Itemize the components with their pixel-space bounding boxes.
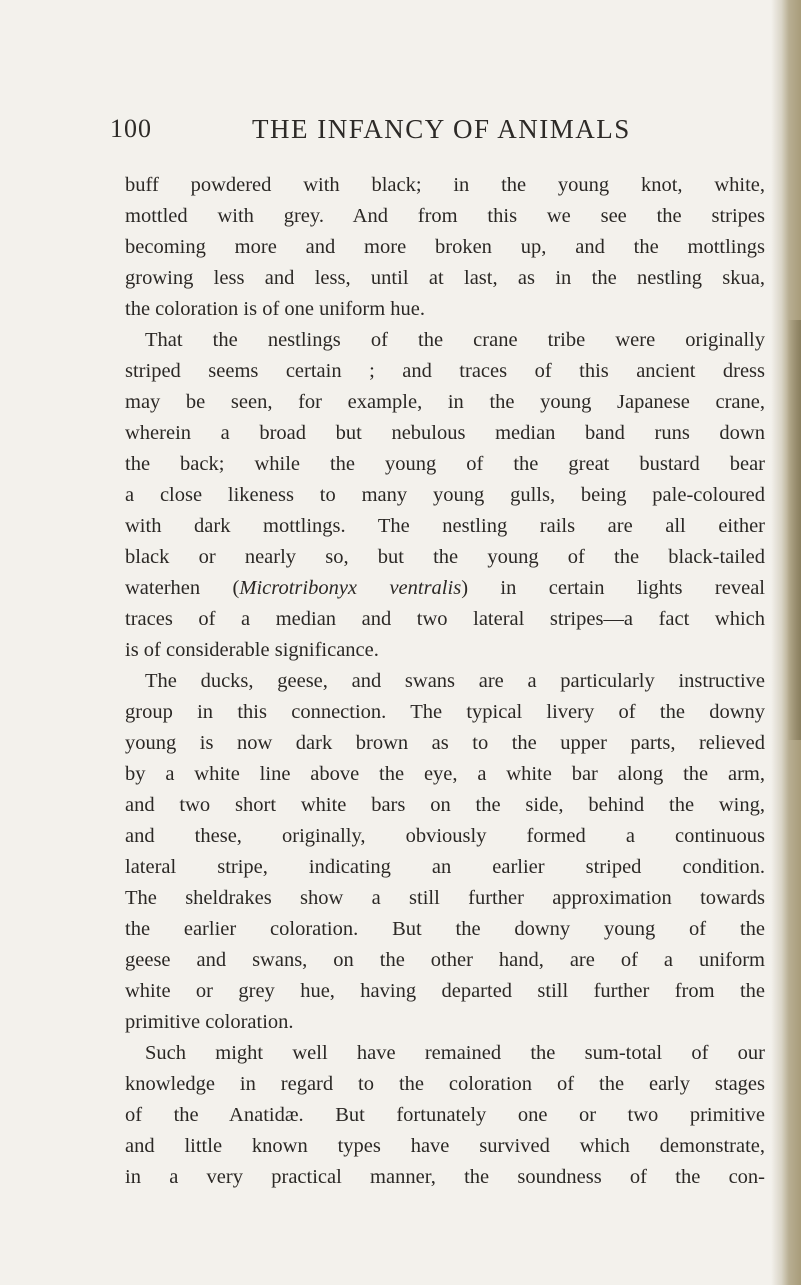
text-line: geese and swans, on the other hand, are of a uniform xyxy=(125,949,765,971)
text-line: white or grey hue, having departed still further from the xyxy=(125,980,765,1002)
text-line: lateral stripe, indicating an earlier striped condition. xyxy=(125,856,765,878)
text-line: in a very practical manner, the soundness of the con- xyxy=(125,1166,765,1188)
text-line: with dark mottlings. The nestling rails are all either xyxy=(125,515,765,537)
text-line: becoming more and more broken up, and the mottlings xyxy=(125,236,765,258)
text-line: and these, originally, obviously formed a continuous xyxy=(125,825,765,847)
paragraph xyxy=(125,1038,765,1193)
text-line: by a white line above the eye, a white bar along the arm, xyxy=(125,763,765,785)
page-number: 100 xyxy=(110,114,152,143)
text-line: and little known types have survived which demonstrate, xyxy=(125,1135,765,1157)
paragraph xyxy=(125,325,765,666)
text-line: group in this connection. The typical livery of the downy xyxy=(125,701,765,723)
text-line: striped seems certain ; and traces of this ancient dress xyxy=(125,360,765,382)
text-line: That the nestlings of the crane tribe were originally xyxy=(145,329,765,351)
text-line: young is now dark brown as to the upper parts, relieved xyxy=(125,732,765,754)
text-line: traces of a median and two lateral stripes—a fact which xyxy=(125,608,765,630)
text-line: may be seen, for example, in the young Japanese crane, xyxy=(125,391,765,413)
text-line: buff powdered with black; in the young knot, white, xyxy=(125,174,765,196)
paragraph xyxy=(125,170,765,325)
text-line-with-italic xyxy=(125,573,765,604)
page-header xyxy=(110,114,750,148)
text-line: and two short white bars on the side, behind the wing, xyxy=(125,794,765,816)
paragraph xyxy=(125,666,765,1038)
running-head: THE INFANCY OF ANIMALS xyxy=(252,114,631,144)
text-line: the earlier coloration. But the downy young of the xyxy=(125,918,765,940)
text-line: a close likeness to many young gulls, being pale-coloured xyxy=(125,484,765,506)
text-line: growing less and less, until at last, as in the nestling skua, xyxy=(125,267,765,289)
text-line: primitive coloration. xyxy=(125,1011,294,1033)
text-line: Such might well have remained the sum-total of our xyxy=(145,1042,765,1064)
text-line: is of considerable significance. xyxy=(125,639,379,661)
body-text xyxy=(125,170,765,1193)
text-line: the back; while the young of the great bustard bear xyxy=(125,453,765,475)
text-fragment: ) in certain lights reveal xyxy=(461,577,766,599)
text-line: the coloration is of one uniform hue. xyxy=(125,298,426,320)
text-line: black or nearly so, but the young of the black-tailed xyxy=(125,546,765,568)
page-edge-stain xyxy=(787,320,801,740)
text-line: of the Anatidæ. But fortunately one or two primitive xyxy=(125,1104,765,1126)
text-line: mottled with grey. And from this we see the stripes xyxy=(125,205,765,227)
text-line: wherein a broad but nebulous median band runs down xyxy=(125,422,765,444)
species-name-italic: Microtribonyx ventralis xyxy=(239,577,462,599)
text-line: The ducks, geese, and swans are a particularly instructive xyxy=(145,670,765,692)
text-line: The sheldrakes show a still further approximation towards xyxy=(125,887,765,909)
text-fragment: waterhen ( xyxy=(125,577,240,599)
text-line: knowledge in regard to the coloration of the early stages xyxy=(125,1073,765,1095)
